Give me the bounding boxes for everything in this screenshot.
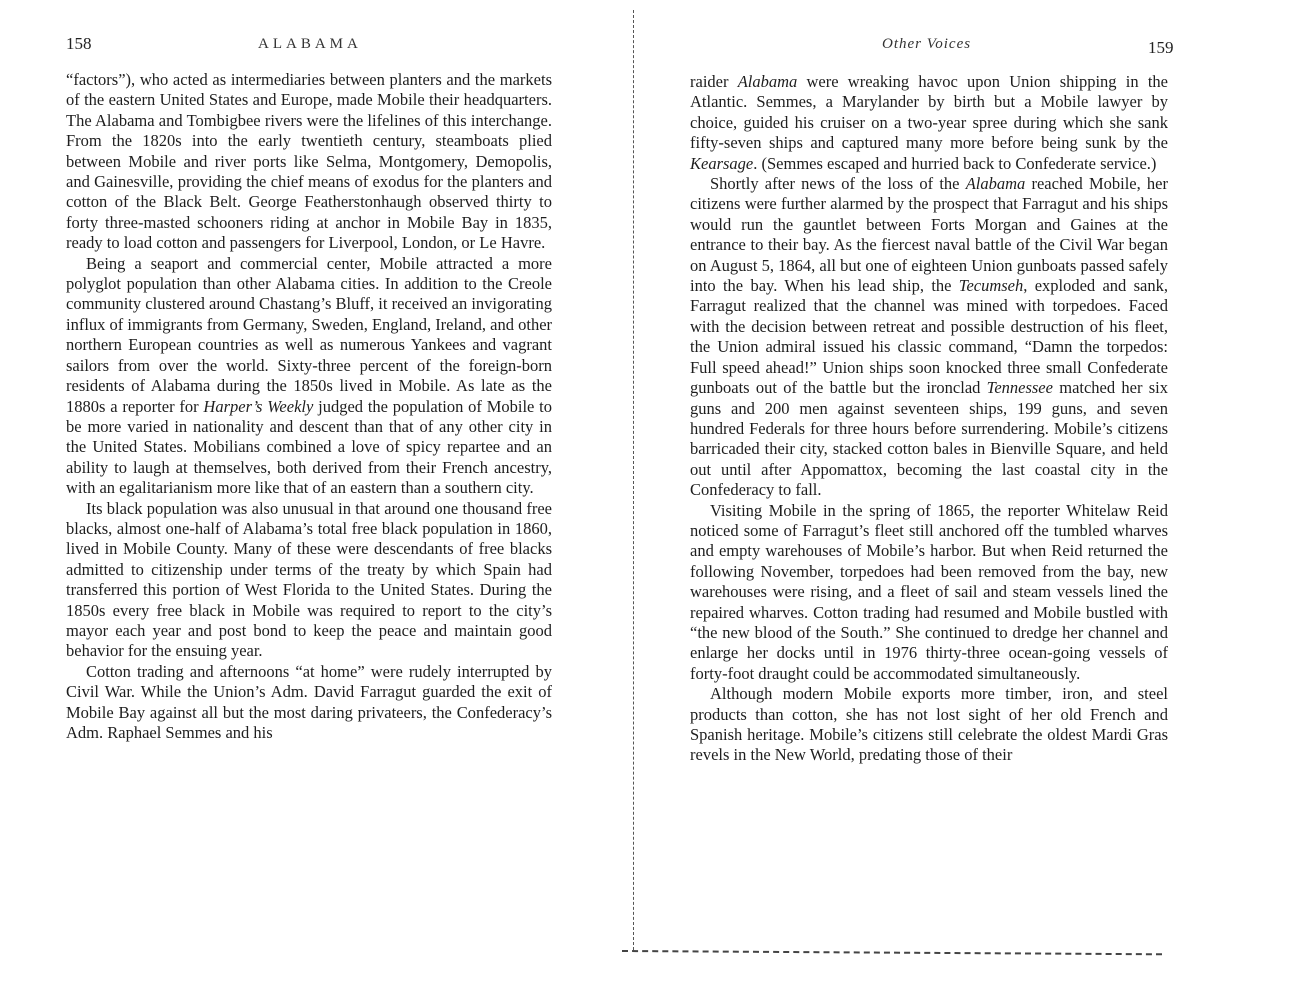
text-run: matched her six guns and 200 men against seventeen ships, 199 guns, and seven hundred Federals for three hours before surrendering. Mobile’s citizens barricaded their city, stacked cotton bales in Bienville Square, and held out until after Appomattox, becoming the last coastal city in the Confederacy to fall. <box>690 378 1168 500</box>
running-head: Other Voices <box>882 36 972 52</box>
page-number: 158 <box>66 34 92 53</box>
paragraph <box>66 254 552 499</box>
paragraph <box>690 684 1168 766</box>
text-run: reached Mobile, her citizens were further alarmed by the prospect that Farragut and his ships would run the gauntlet between Forts Morgan and Gaines at the entrance to their bay. As the fiercest naval battle of the Civil War began on August 5, 1864, all but one of eighteen Union gunboats passed safely into the bay. When his lead ship, the <box>690 174 1168 296</box>
paragraph <box>690 72 1168 174</box>
text-run: raider <box>690 72 738 91</box>
text-run: were wreaking havoc upon Union shipping in the Atlantic. Semmes, a Marylander by birth but a Mobile lawyer by choice, guided his cruiser on a two-year spree during which she sank fifty-seven ships and captured many more before being sunk by the <box>690 72 1168 153</box>
italic-title: Alabama <box>737 72 798 91</box>
page-gutter-line <box>633 10 634 950</box>
paragraph <box>66 499 552 662</box>
running-head: ALABAMA <box>258 36 362 52</box>
right-page <box>637 0 1292 989</box>
text-run: judged the population of Mobile to be more varied in nationality and descent than that of any other city in the United States. Mobilians combined a love of spicy repartee and an ability to laugh at themselves, both derived from their French ancestry, with an egalitarianism more like that of an eastern than a southern city. <box>66 396 553 498</box>
paragraph <box>690 174 1168 501</box>
text-run: Cotton trading and afternoons “at home” were rudely interrupted by Civil War. While the Union’s Adm. David Farragut guarded the exit of Mobile Bay against all but the most daring privateers, the Confederacy’s Adm. Raphael Semmes and his <box>66 661 552 742</box>
text-run: Although modern Mobile exports more timber, iron, and steel products than cotton, she has not lost sight of her old French and Spanish heritage. Mobile’s citizens still celebrate the oldest Mardi Gras revels in the New World, predating those of their <box>690 684 1168 765</box>
text-run: “factors”), who acted as intermediaries between planters and the markets of the eastern United States and Europe, made Mobile their headquarters. The Alabama and Tombigbee rivers were the lifelines of this interchange. From the 1820s into the early twentieth century, steamboats plied between Mobile and river ports like Selma, Montgomery, Demopolis, and Gainesville, providing the chief means of exodus for the planters and cotton of the Black Belt. George Featherstonhaugh observed thirty to forty three-masted schooners riding at anchor in Mobile Bay in 1835, ready to load cotton and passengers for Liverpool, London, or Le Havre. <box>66 70 552 253</box>
body-text <box>66 70 552 743</box>
italic-title: Harper’s Weekly <box>203 396 314 416</box>
italic-title: Tennessee <box>986 378 1053 398</box>
text-run: . (Semmes escaped and hurried back to Confederate service.) <box>753 153 1157 173</box>
text-run: Being a seaport and commercial center, Mobile attracted a more polyglot population than other Alabama cities. In addition to the Creole community clustered around Chastang’s Bluff, it received an invigorating influx of immigrants from Germany, Sweden, England, Ireland, and other northern European countries as well as numerous Yankees and vagrant sailors from over the world. Sixty-three percent of the foreign-born residents of Alabama during the 1850s lived in Mobile. As late as the 1880s a reporter for <box>66 253 553 416</box>
text-run: Shortly after news of the loss of the <box>710 174 966 194</box>
page-number: 159 <box>1148 38 1174 57</box>
italic-title: Kearsage <box>690 153 754 173</box>
italic-title: Tecumseh <box>958 276 1024 296</box>
paragraph <box>66 70 552 254</box>
text-run: Visiting Mobile in the spring of 1865, the reporter Whitelaw Reid noticed some of Farragut’s fleet still anchored off the tumbled wharves and empty warehouses of Mobile’s harbor. But when Reid returned the following November, torpedoes had been removed from the bay, new warehouses were rising, and a fleet of sail and steam vessels lined the repaired wharves. Cotton trading had resumed and Mobile bustled with “the new blood of the South.” She continued to dredge her channel and enlarge her docks until in 1976 thirty-three ocean-going vessels of forty-foot draught could be accommodated simultaneously. <box>690 500 1168 683</box>
body-text <box>690 72 1168 766</box>
paragraph <box>690 501 1168 685</box>
italic-title: Alabama <box>965 174 1026 194</box>
paragraph <box>66 662 552 744</box>
text-run: , exploded and sank, Farragut realized that the channel was mined with torpedoes. Faced with the decision between retreat and possible destruction of his fleet, the Union admiral issued his classic command, “Damn the torpedos: Full speed ahead!” Union ships soon knocked three small Confederate gunboats out of the battle but the ironclad <box>690 276 1168 398</box>
text-run: Its black population was also unusual in that around one thousand free blacks, almost one-half of Alabama’s total free black population in 1860, lived in Mobile County. Many of these were descendants of free blacks admitted to citizenship under terms of the treaty by which Spain had transferred this portion of West Florida to the United States. During the 1850s every free black in Mobile was required to report to the city’s mayor each year and post bond to keep the peace and maintain good behavior for the ensuing year. <box>66 498 552 661</box>
left-page <box>0 0 635 989</box>
